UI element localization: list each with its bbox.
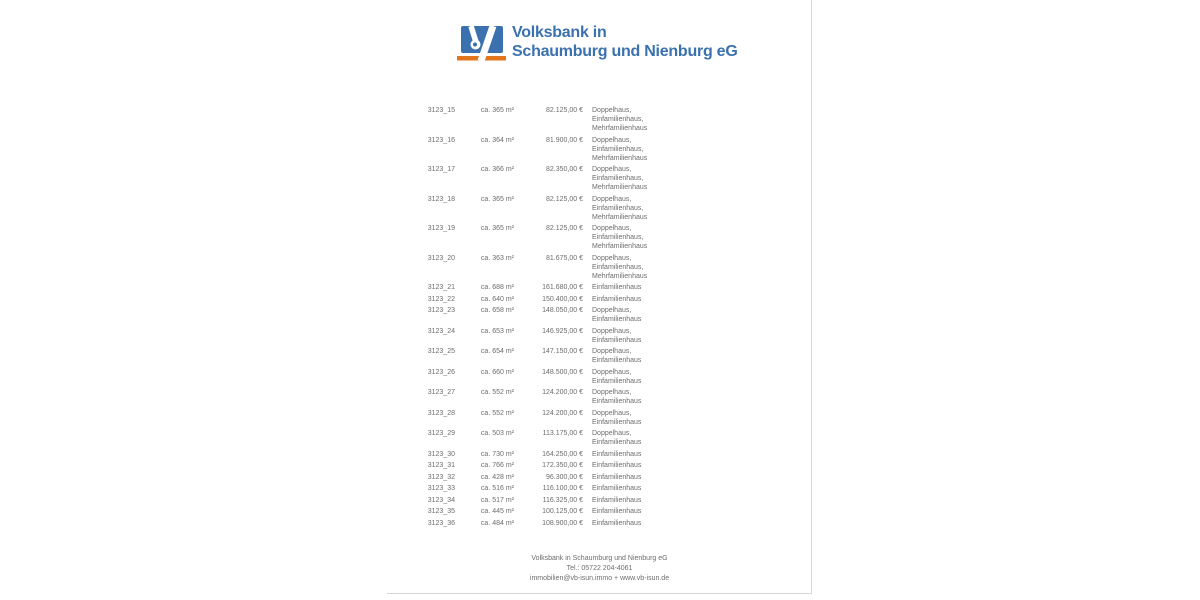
table-row <box>420 450 653 462</box>
plot-types: Einfamilienhaus <box>592 284 642 291</box>
bank-wordmark <box>512 23 812 61</box>
plot-types: Einfamilienhaus <box>592 508 642 515</box>
footer-bank-name: Volksbank in Schaumburg und Nienburg eG <box>531 555 668 562</box>
plot-price: 113.175,00 € <box>542 430 583 437</box>
footer-email-website: immobilien@vb-isun.immo + www.vb-isun.de <box>529 575 670 582</box>
plot-id: 3123_32 <box>427 473 455 481</box>
plot-types: Einfamilienhaus <box>592 462 642 469</box>
table-row <box>420 165 653 195</box>
plot-price: 124.200,00 € <box>542 389 583 396</box>
plot-size: ca. 516 m² <box>480 485 514 492</box>
plots-table-body <box>420 106 653 530</box>
plot-types: Doppelhaus, Einfamilienhaus, Mehrfamilienhaus <box>592 107 648 132</box>
footer-phone: Tel.: 05722 204-4061 <box>566 565 633 572</box>
plot-id: 3123_31 <box>427 462 455 469</box>
plot-size: ca. 658 m² <box>480 307 514 314</box>
plot-price: 96.300,00 € <box>546 473 583 481</box>
table-row <box>420 429 653 450</box>
plot-id: 3123_20 <box>427 254 455 262</box>
plot-types: Doppelhaus, Einfamilienhaus <box>592 409 642 426</box>
plot-price: 108.900,00 € <box>542 519 583 527</box>
plot-size: ca. 365 m² <box>480 107 514 114</box>
plot-id: 3123_34 <box>427 496 455 504</box>
plot-size: ca. 552 m² <box>480 389 514 396</box>
table-row <box>420 224 653 254</box>
plot-price: 164.250,00 € <box>542 450 583 458</box>
plot-price: 161.680,00 € <box>542 284 583 291</box>
plot-price: 81.900,00 € <box>546 136 583 144</box>
plot-price: 148.500,00 € <box>542 368 583 376</box>
plot-price: 81.675,00 € <box>546 254 583 262</box>
table-row <box>420 461 653 473</box>
table-row <box>420 507 653 519</box>
plot-price: 82.125,00 € <box>546 195 583 203</box>
table-row <box>420 496 653 508</box>
plot-types: Einfamilienhaus <box>592 295 642 303</box>
plot-types: Doppelhaus, Einfamilienhaus <box>592 368 642 385</box>
plot-types: Doppelhaus, Einfamilienhaus <box>592 348 642 364</box>
table-row <box>420 195 653 225</box>
plot-types: Doppelhaus, Einfamilienhaus <box>592 307 642 323</box>
plot-id: 3123_27 <box>427 389 455 396</box>
plot-size: ca. 503 m² <box>480 430 514 437</box>
plot-price: 150.400,00 € <box>542 295 583 303</box>
plot-types: Doppelhaus, Einfamilienhaus, Mehrfamilienhaus <box>592 166 648 191</box>
plot-types: Einfamilienhaus <box>592 485 642 492</box>
plot-id: 3123_30 <box>427 450 455 458</box>
plot-types: Doppelhaus, Einfamilienhaus <box>592 327 642 344</box>
plot-types: Doppelhaus, Einfamilienhaus, Mehrfamilienhaus <box>592 195 648 221</box>
plot-id: 3123_35 <box>427 508 455 515</box>
table-row <box>420 409 653 430</box>
plot-size: ca. 730 m² <box>480 450 514 458</box>
plot-price: 116.325,00 € <box>542 496 583 504</box>
bank-name-line2: Schaumburg und Nienburg eG <box>512 43 738 60</box>
plot-price: 148.050,00 € <box>542 307 583 314</box>
plot-id: 3123_33 <box>427 485 455 492</box>
plot-types: Einfamilienhaus <box>592 450 642 458</box>
plot-types: Einfamilienhaus <box>592 519 642 527</box>
plot-id: 3123_15 <box>427 107 455 114</box>
bank-name-line1: Volksbank in <box>512 24 607 41</box>
plot-id: 3123_29 <box>427 430 455 437</box>
plot-size: ca. 484 m² <box>480 519 514 527</box>
plot-types: Doppelhaus, Einfamilienhaus, Mehrfamilienhaus <box>592 254 648 280</box>
plot-types: Doppelhaus, Einfamilienhaus <box>592 430 642 446</box>
plot-id: 3123_16 <box>427 136 455 144</box>
plot-size: ca. 688 m² <box>480 284 514 291</box>
plot-size: ca. 766 m² <box>480 462 514 469</box>
plot-id: 3123_21 <box>427 284 455 291</box>
plot-price: 82.125,00 € <box>546 225 583 232</box>
plot-price: 100.125,00 € <box>542 508 583 515</box>
table-row <box>420 254 653 284</box>
plot-types: Doppelhaus, Einfamilienhaus, Mehrfamilienhaus <box>592 225 648 250</box>
plot-price: 116.100,00 € <box>542 485 583 492</box>
volksbank-v-icon <box>457 26 506 62</box>
table-row <box>420 519 653 531</box>
plot-price: 124.200,00 € <box>542 409 583 417</box>
plot-price: 172.350,00 € <box>542 462 583 469</box>
plot-size: ca. 365 m² <box>480 195 514 203</box>
table-row <box>420 484 653 496</box>
plot-id: 3123_18 <box>427 195 455 203</box>
table-row <box>420 106 653 136</box>
plot-size: ca. 640 m² <box>480 295 514 303</box>
plot-size: ca. 654 m² <box>480 348 514 355</box>
plot-id: 3123_22 <box>427 295 455 303</box>
table-row <box>420 473 653 485</box>
plot-price: 82.350,00 € <box>546 166 583 173</box>
plot-id: 3123_28 <box>427 409 455 417</box>
plot-price: 147.150,00 € <box>542 348 583 355</box>
plot-id: 3123_19 <box>427 225 455 232</box>
plot-size: ca. 428 m² <box>480 473 514 481</box>
plot-size: ca. 363 m² <box>480 254 514 262</box>
plot-size: ca. 552 m² <box>480 409 514 417</box>
table-row <box>420 136 653 166</box>
plot-size: ca. 517 m² <box>480 496 514 504</box>
plot-types: Einfamilienhaus <box>592 496 642 504</box>
plots-table <box>420 106 653 530</box>
plot-id: 3123_26 <box>427 368 455 376</box>
plot-size: ca. 445 m² <box>480 508 514 515</box>
table-row <box>420 368 653 389</box>
table-row <box>420 295 653 307</box>
page-footer <box>387 554 812 584</box>
plot-size: ca. 653 m² <box>480 327 514 335</box>
plot-types: Doppelhaus, Einfamilienhaus, Mehrfamilienhaus <box>592 136 648 162</box>
table-row <box>420 388 653 409</box>
plot-id: 3123_23 <box>427 307 455 314</box>
pdf-page <box>387 0 812 594</box>
table-row <box>420 283 653 295</box>
plot-size: ca. 364 m² <box>480 136 514 144</box>
plot-types: Einfamilienhaus <box>592 473 642 481</box>
plot-id: 3123_25 <box>427 348 455 355</box>
plot-size: ca. 365 m² <box>480 225 514 232</box>
plot-size: ca. 366 m² <box>480 166 514 173</box>
table-row <box>420 327 653 348</box>
table-row <box>420 347 653 368</box>
plot-size: ca. 660 m² <box>480 368 514 376</box>
plot-id: 3123_17 <box>427 166 455 173</box>
plot-id: 3123_36 <box>427 519 455 527</box>
plot-id: 3123_24 <box>427 327 455 335</box>
table-row <box>420 306 653 327</box>
plot-price: 82.125,00 € <box>546 107 583 114</box>
plot-price: 146.925,00 € <box>542 327 583 335</box>
plot-types: Doppelhaus, Einfamilienhaus <box>592 389 642 405</box>
